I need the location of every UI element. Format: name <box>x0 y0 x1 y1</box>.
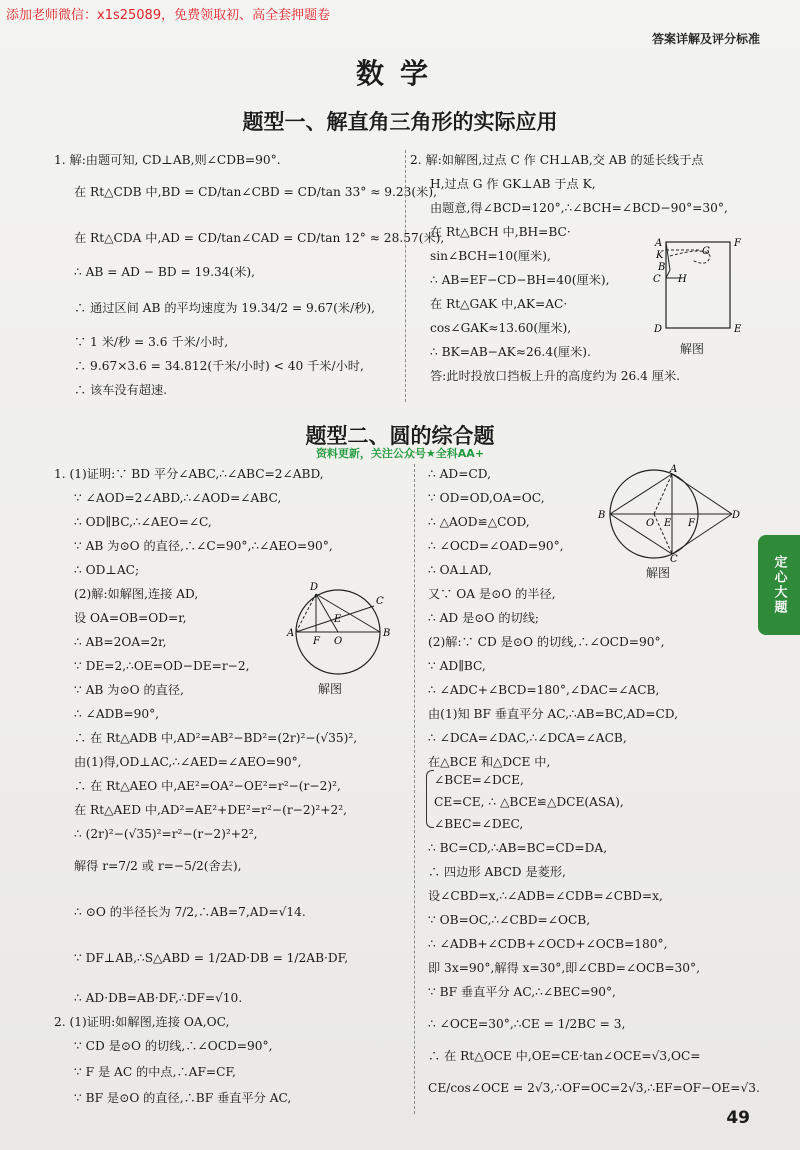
svg-text:C: C <box>670 554 678 562</box>
solution-line: 1. 解:由题可知, CD⊥AB,则∠CDB=90°. <box>54 153 281 167</box>
solution-line: ∴ AD=CD, <box>428 467 491 481</box>
svg-text:F: F <box>734 238 741 249</box>
solution-line: (2)解:如解图,连接 AD, <box>74 587 199 601</box>
solution-line: ∵ OD=OD,OA=OC, <box>428 491 545 505</box>
solution-line: ∵ 1 米/秒 = 3.6 千米/小时, <box>74 335 229 349</box>
svg-text:O: O <box>646 518 655 529</box>
solution-line: ∴ ∠ADB=90°, <box>74 707 160 721</box>
section-2-title: 题型二、圆的综合题 <box>305 424 495 448</box>
svg-text:B: B <box>658 262 666 273</box>
solution-line: ∵ F 是 AC 的中点,∴AF=CF, <box>74 1065 236 1079</box>
circle-diagram-2 <box>592 462 742 562</box>
solution-line: ∴ AD 是⊙O 的切线; <box>428 611 540 625</box>
solution-line: (2)解:∵ CD 是⊙O 的切线,∴∠OCD=90°, <box>428 635 665 649</box>
solution-line: ∴ BC=CD,∴AB=BC=CD=DA, <box>428 841 608 855</box>
solution-line: ∵ AB 为⊙O 的直径,∴∠C=90°,∴∠AEO=90°, <box>74 539 333 553</box>
solution-line: ∵ BF 是⊙O 的直径,∴BF 垂直平分 AC, <box>74 1091 292 1105</box>
svg-text:A: A <box>287 628 295 639</box>
solution-line: 由题意,得∠BCD=120°,∴∠BCH=∠BCD−90°=30°, <box>430 201 728 215</box>
svg-text:F: F <box>313 636 320 647</box>
solution-line: H,过点 G 作 GK⊥AB 于点 K, <box>430 177 596 191</box>
solution-line: 在 Rt△CDA 中,AD = CD/tan∠CAD = CD/tan 12° ≈ 28.57(米), <box>74 231 445 245</box>
solution-line: CE=CE, ∴ △BCE≌△DCE(ASA), <box>434 795 624 809</box>
solution-line: 在 Rt△GAK 中,AK=AC· <box>430 297 568 311</box>
column-divider <box>414 464 415 1114</box>
solution-line: ∴ 四边形 ABCD 是菱形, <box>428 865 566 879</box>
solution-line: 2. (1)证明:如解图,连接 OA,OC, <box>54 1015 230 1029</box>
solution-line: ∴ ∠ADC+∠BCD=180°,∠DAC=∠ACB, <box>428 683 660 697</box>
chapter-side-tab: 定心大题 <box>758 535 800 635</box>
svg-text:B: B <box>383 628 391 639</box>
svg-text:C: C <box>653 274 661 285</box>
solution-line: ∴ ∠OCE=30°,∴CE = 1/2BC = 3, <box>428 1017 626 1031</box>
solution-line: ∴ 9.67×3.6 = 34.812(千米/小时) < 40 千米/小时, <box>74 359 364 373</box>
solution-line: 解得 r=7/2 或 r=−5/2(舍去), <box>74 859 242 873</box>
page-number: 49 <box>726 1108 750 1128</box>
svg-text:C: C <box>376 596 384 607</box>
solution-line: ∵ AD∥BC, <box>428 659 486 673</box>
solution-line: 1. (1)证明:∵ BD 平分∠ABC,∴∠ABC=2∠ABD, <box>54 467 324 481</box>
solution-line: 答:此时投放口挡板上升的高度约为 26.4 厘米. <box>430 369 681 383</box>
svg-text:D: D <box>732 510 741 521</box>
solution-line: ∴ AB=2OA=2r, <box>74 635 167 649</box>
solution-line: ∴ 在 Rt△OCE 中,OE=CE·tan∠OCE=√3,OC= <box>428 1049 701 1063</box>
solution-line: ∵ ∠AOD=2∠ABD,∴∠AOD=∠ABC, <box>74 491 282 505</box>
svg-text:A: A <box>670 464 678 475</box>
svg-text:B: B <box>598 510 606 521</box>
solution-line: 在△BCE 和△DCE 中, <box>428 755 551 769</box>
solution-line: ∴ OD⊥AC; <box>74 563 140 577</box>
solution-line: ∵ BF 垂直平分 AC,∴∠BEC=90°, <box>428 985 616 999</box>
solution-line: ∴ 在 Rt△AEO 中,AE²=OA²−OE²=r²−(r−2)², <box>74 779 341 793</box>
column-divider <box>405 150 406 402</box>
box-diagram <box>648 232 748 342</box>
solution-line: ∴ 通过区间 AB 的平均速度为 19.34/2 = 9.67(米/秒), <box>74 301 376 315</box>
solution-line: 设 OA=OB=OD=r, <box>74 611 187 625</box>
svg-text:H: H <box>678 274 687 285</box>
solution-line: 2. 解:如解图,过点 C 作 CH⊥AB,交 AB 的延长线于点 <box>410 153 704 167</box>
solution-line: ∴ (2r)²−(√35)²=r²−(r−2)²+2², <box>74 827 258 841</box>
solution-line: 在 Rt△BCH 中,BH=BC· <box>430 225 571 239</box>
section-1-title: 题型一、解直角三角形的实际应用 <box>242 110 558 134</box>
solution-line: 设∠CBD=x,∴∠ADB=∠CDB=∠CBD=x, <box>428 889 663 903</box>
solution-line: 在 Rt△CDB 中,BD = CD/tan∠CBD = CD/tan 33° ≈ 9.23(米), <box>74 185 437 199</box>
solution-line: 在 Rt△AED 中,AD²=AE²+DE²=r²−(r−2)²+2², <box>74 803 347 817</box>
watermark-text: 添加老师微信：x1s25089，免费领取初、高全套押题卷 <box>6 8 331 23</box>
solution-line: ∴ AB = AD − BD = 19.34(米), <box>74 265 256 279</box>
solution-line: ∴ 在 Rt△ADB 中,AD²=AB²−BD²=(2r)²−(√35)², <box>74 731 358 745</box>
solution-line: CE/cos∠OCE = 2√3,∴OF=OC=2√3,∴EF=OF−OE=√3. <box>428 1081 760 1095</box>
solution-line: 由(1)知 BF 垂直平分 AC,∴AB=BC,AD=CD, <box>428 707 678 721</box>
figure-caption: 解图 <box>680 342 705 356</box>
solution-line: ∴ ∠OCD=∠OAD=90°, <box>428 539 564 553</box>
circle-diagram-1 <box>286 580 396 680</box>
svg-text:E: E <box>334 614 342 625</box>
subject-title: 数学 <box>355 57 444 90</box>
solution-line: ∴ △AOD≌△COD, <box>428 515 530 529</box>
solution-line: ∠BEC=∠DEC, <box>434 817 524 831</box>
promo-line: 资料更新，关注公众号★全科AA+ <box>315 447 485 460</box>
solution-line: ∴ ∠DCA=∠DAC,∴∠DCA=∠ACB, <box>428 731 627 745</box>
running-head: 答案详解及评分标准 <box>651 32 760 46</box>
solution-line: ∠BCE=∠DCE, <box>434 773 524 787</box>
solution-line: ∴ ∠ADB+∠CDB+∠OCD+∠OCB=180°, <box>428 937 668 951</box>
svg-text:E: E <box>664 518 672 529</box>
figure-caption: 解图 <box>318 682 343 696</box>
svg-text:E: E <box>734 324 742 335</box>
brace <box>426 770 434 828</box>
solution-line: 即 3x=90°,解得 x=30°,即∠CBD=∠OCB=30°, <box>428 961 701 975</box>
svg-text:K: K <box>656 250 664 261</box>
solution-line: sin∠BCH=10(厘米), <box>430 249 551 263</box>
solution-line: ∵ AB 为⊙O 的直径, <box>74 683 184 697</box>
solution-line: ∴ 该车没有超速. <box>74 383 168 397</box>
svg-text:G: G <box>702 246 710 257</box>
svg-text:F: F <box>688 518 695 529</box>
solution-line: ∴ OD∥BC,∴∠AEO=∠C, <box>74 515 212 529</box>
solution-line: 由(1)得,OD⊥AC,∴∠AED=∠AEO=90°, <box>74 755 302 769</box>
solution-line: ∴ AB=EF−CD−BH=40(厘米), <box>430 273 610 287</box>
solution-line: ∴ AD·DB=AB·DF,∴DF=√10. <box>74 991 243 1005</box>
svg-text:D: D <box>654 324 663 335</box>
figure-caption: 解图 <box>646 566 671 580</box>
solution-line: ∵ DE=2,∴OE=OD−DE=r−2, <box>74 659 250 673</box>
solution-line: 又∵ OA 是⊙O 的半径, <box>428 587 556 601</box>
svg-text:O: O <box>334 636 343 647</box>
solution-line: ∵ OB=OC,∴∠CBD=∠OCB, <box>428 913 591 927</box>
svg-text:D: D <box>310 582 319 593</box>
solution-line: ∵ CD 是⊙O 的切线,∴∠OCD=90°, <box>74 1039 273 1053</box>
solution-line: ∵ DF⊥AB,∴S△ABD = 1/2AD·DB = 1/2AB·DF, <box>74 951 349 965</box>
solution-line: cos∠GAK≈13.60(厘米), <box>430 321 572 335</box>
solution-line: ∴ ⊙O 的半径长为 7/2,∴AB=7,AD=√14. <box>74 905 306 919</box>
solution-line: ∴ BK=AB−AK≈26.4(厘米). <box>430 345 591 359</box>
svg-text:A: A <box>655 238 663 249</box>
solution-line: ∴ OA⊥AD, <box>428 563 492 577</box>
